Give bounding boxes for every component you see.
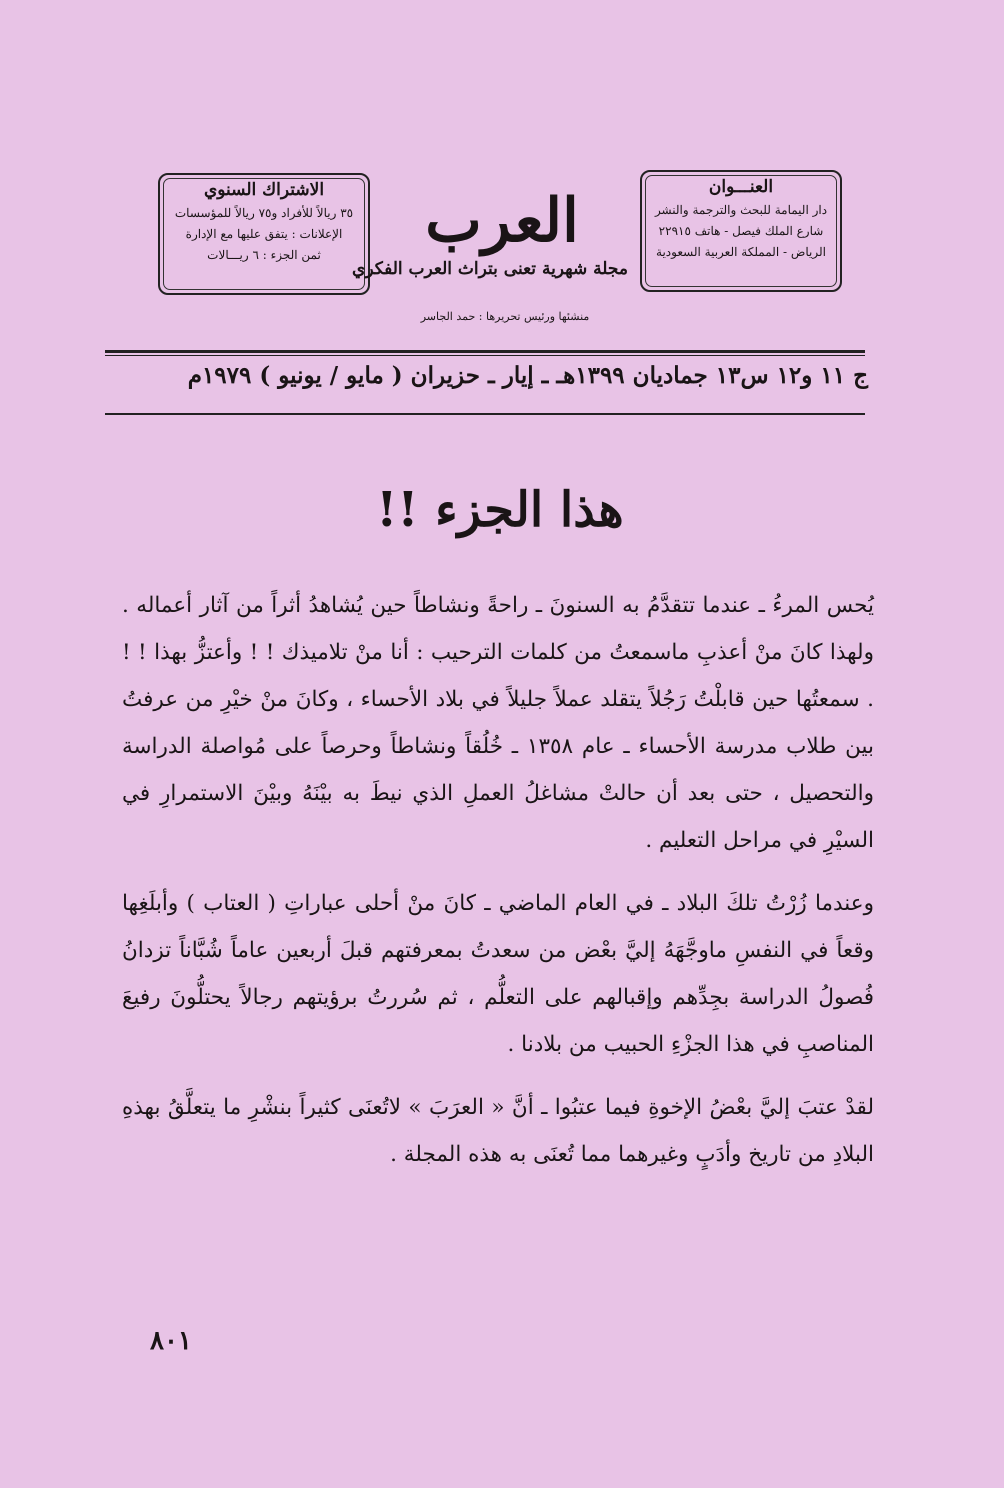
issue-info: ج ١١ و١٢ س١٣ جماديان ١٣٩٩هـ ـ إيار ـ حزيران ( مايو / يونيو ) ١٩٧٩م — [187, 362, 868, 389]
city-country: الرياض - المملكة العربية السعودية — [656, 245, 826, 259]
editor-line: منشئها ورئيس تحريرها : حمد الجاسر — [420, 310, 590, 323]
publisher-name: دار اليمامة للبحث والترجمة والنشر — [654, 203, 828, 217]
magazine-logo: العرب — [425, 186, 579, 256]
paragraph: يُحس المرءُ ـ عندما تتقدَّمُ به السنونَ ـ راحةً ونشاطاً حين يُشاهدُ أثراً من آثار أعماله . ولهذا كانَ منْ أعذبِ ماسمعتُ من كلمات الترحيب : أنا منْ تلاميذك ! ! وأعتزُّ بهذا ! ! . سمعتُها حين قابلْتُ رَجُلاً يتقلد عملاً جليلاً في بلاد الأحساء ، وكانَ منْ خيْرِ من عرفتُ بين طلاب مدرسة الأحساء ـ عام ١٣٥٨ ـ خُلُقاً ونشاطاً وحرصاً على مُواصلة الدراسة والتحصيل ، حتى بعد أن حالتْ مشاغلُ العملِ الذي نيطَ به بيْنَهُ وبيْنَ الاستمرارِ في السيْرِ في مراحل التعليم . — [122, 593, 874, 853]
address-box — [640, 170, 842, 292]
header-rule-thick — [105, 350, 865, 353]
address-title: العنـــوان — [708, 177, 774, 197]
street-phone: شارع الملك فيصل - هاتف ٢٢٩١٥ — [658, 224, 824, 238]
subscription-box — [158, 173, 370, 295]
subscription-price: ٣٥ ريالاً للأفراد و٧٥ ريالاً للمؤسسات — [174, 206, 354, 220]
paragraph: لقدْ عتبَ إليَّ بعْضُ الإخوةِ فيما عتبُوا ـ أنَّ « العرَبَ » لاتُعنَى كثيراً بنشْرِ ما يتعلَّقُ بهذهِ البلادِ من تاريخ وأدَبٍ وغيرهما مما تُعنَى به هذه المجلة . — [122, 1095, 874, 1167]
subscription-title: الاشتراك السنوي — [203, 180, 325, 200]
issue-price: ثمن الجزء : ٦ ريـــالات — [207, 248, 321, 262]
article-body — [122, 582, 874, 1194]
header-rule-thin — [105, 355, 865, 356]
advertising-note: الإعلانات : يتفق عليها مع الإدارة — [185, 227, 343, 241]
page-number: ٨٠١ — [150, 1326, 192, 1356]
issue-rule-bottom — [105, 413, 865, 415]
article-title: هذا الجزء !! — [376, 482, 624, 538]
masthead — [352, 185, 628, 279]
paragraph: وعندما زُرْتُ تلكَ البلاد ـ في العام الماضي ـ كانَ منْ أحلى عباراتِ ( العتاب ) وأبلَغِها وقعاً في النفسِ ماوجَّهَهُ إليَّ بعْض من سعدتُ بمعرفتهم قبلَ أربعين عاماً شُبَّاناً تزدانُ فُصولُ الدراسة بجِدِّهم وإقبالهم على التعلُّم ، ثم سُررتُ برؤيتهم رجالاً يحتلُّونَ رفيعَ المناصبِ في هذا الجزْءِ الحبيب من بلادنا . — [122, 891, 874, 1057]
magazine-tagline: مجلة شهرية تعنى بتراث العرب الفكري — [352, 259, 628, 279]
